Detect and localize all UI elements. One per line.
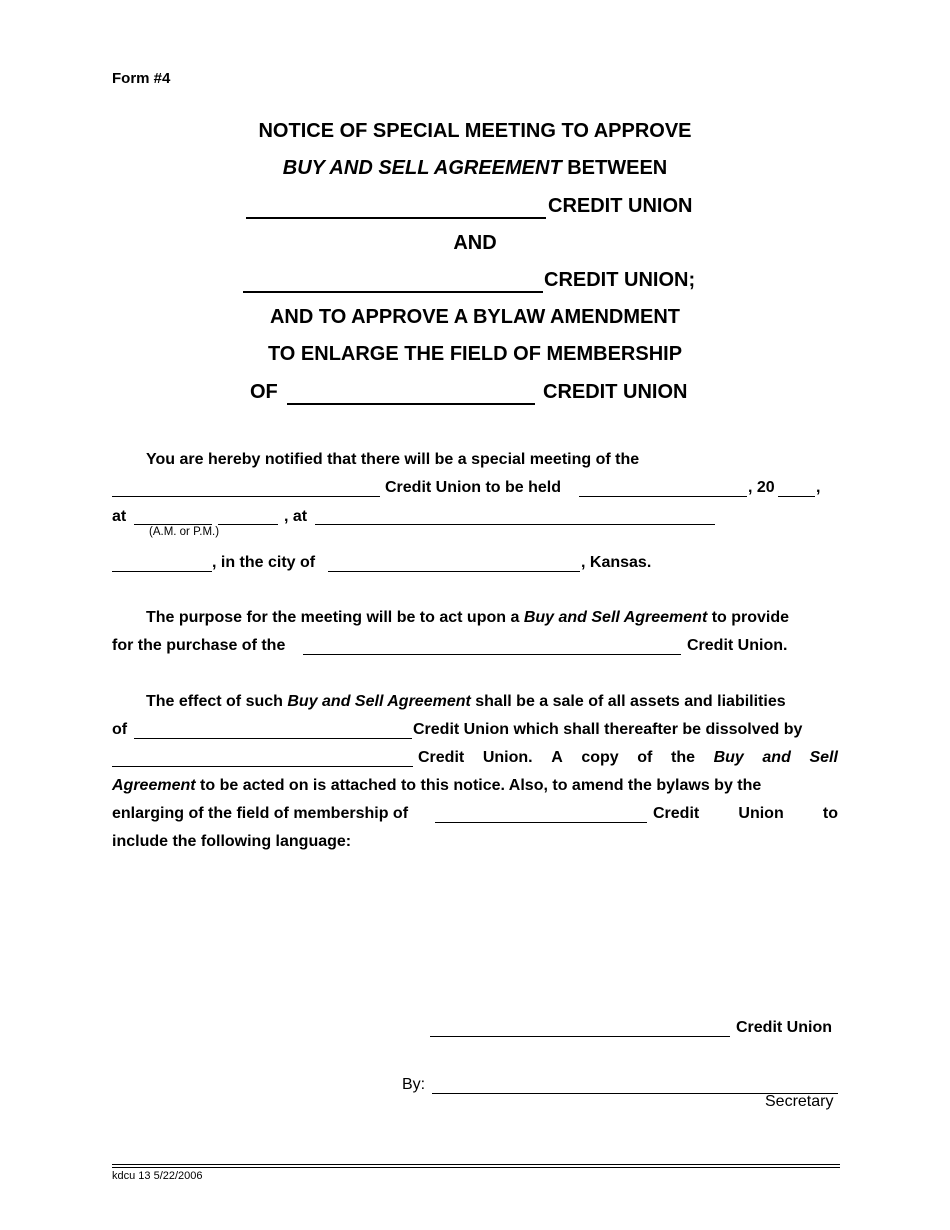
para3-line-6: include the following language: xyxy=(112,833,352,850)
blank-cu-name[interactable] xyxy=(112,496,380,497)
word: and xyxy=(762,749,791,766)
para2-line-1 xyxy=(146,609,789,627)
blank-credit-union-3[interactable] xyxy=(287,403,535,405)
blank-buying-cu[interactable] xyxy=(112,766,413,767)
footer-code: kdcu 13 5/22/2006 xyxy=(112,1170,203,1182)
para1-year: , 20 xyxy=(748,479,775,496)
title-line-1: NOTICE OF SPECIAL MEETING TO APPROVE xyxy=(258,120,692,142)
title-line-3: CREDIT UNION xyxy=(548,195,693,217)
title-line-8-credit-union: CREDIT UNION xyxy=(543,381,688,403)
signature-by: By: xyxy=(402,1076,426,1093)
para2-text-a: The purpose for the meeting will be to act upon a xyxy=(146,609,524,626)
para1-city: , in the city of xyxy=(212,554,316,571)
footer-divider-bottom xyxy=(112,1167,840,1168)
blank-signature-cu[interactable] xyxy=(430,1036,730,1037)
title-line-4: AND xyxy=(453,232,497,254)
word: of xyxy=(637,749,653,766)
blank-location[interactable] xyxy=(315,524,715,525)
para3-text-c: shall be a sale of all assets and liabilities xyxy=(470,693,786,710)
para3-line-4 xyxy=(112,777,761,795)
footer-divider-top xyxy=(112,1164,840,1165)
para3-buy-sell: Buy and Sell Agreement xyxy=(287,693,471,710)
title-buy-sell-agreement: BUY AND SELL AGREEMENT xyxy=(282,157,562,179)
blank-time[interactable] xyxy=(134,524,212,525)
blank-selling-cu[interactable] xyxy=(134,738,412,739)
blank-membership-cu[interactable] xyxy=(435,822,647,823)
para1-cu-held: Credit Union to be held xyxy=(385,479,561,496)
title-line-6: AND TO APPROVE A BYLAW AMENDMENT xyxy=(269,306,680,328)
para3-of: of xyxy=(112,721,128,738)
para1-kansas: , Kansas. xyxy=(581,554,652,571)
para3-line-1 xyxy=(146,693,786,711)
am-pm-caption: (A.M. or P.M.) xyxy=(149,526,220,538)
para2-line-2a: for the purchase of the xyxy=(112,637,286,654)
para1-at: at xyxy=(112,508,127,525)
blank-credit-union-2[interactable] xyxy=(243,291,543,293)
para2-text-c: to provide xyxy=(707,609,790,626)
para3-line-5b xyxy=(653,805,838,823)
title-line-8-of: OF xyxy=(250,381,278,403)
para3-line-5a: enlarging of the field of membership of xyxy=(112,805,409,822)
word: Credit xyxy=(418,749,465,766)
blank-am-pm[interactable] xyxy=(218,524,278,525)
word: to xyxy=(822,805,838,822)
word: Union xyxy=(738,805,784,822)
word: Union. xyxy=(482,749,533,766)
word: Sell xyxy=(809,749,838,766)
para2-line-2b: Credit Union. xyxy=(687,637,788,654)
para1-comma: , xyxy=(816,479,821,496)
title-between: BETWEEN xyxy=(561,157,668,179)
para3-line-3 xyxy=(418,749,838,767)
para3-dissolved: Credit Union which shall thereafter be dissolved by xyxy=(413,721,803,738)
signature-credit-union: Credit Union xyxy=(736,1019,832,1036)
para1-line-1: You are hereby notified that there will be a special meeting of the xyxy=(146,451,640,468)
title-line-5: CREDIT UNION; xyxy=(544,269,696,291)
blank-date[interactable] xyxy=(579,496,747,497)
title-line-7: TO ENLARGE THE FIELD OF MEMBERSHIP xyxy=(267,343,683,365)
signature-secretary: Secretary xyxy=(765,1093,834,1110)
blank-credit-union-1[interactable] xyxy=(246,217,546,219)
para3-text-a: The effect of such xyxy=(146,693,288,710)
word: Buy xyxy=(713,749,744,766)
word: Credit xyxy=(653,805,700,822)
title-line-2 xyxy=(0,157,950,180)
para3-agreement: Agreement xyxy=(112,777,196,794)
para3-line-4-rest: to be acted on is attached to this notice. Also, to amend the bylaws by the xyxy=(195,777,762,794)
blank-address[interactable] xyxy=(112,571,212,572)
blank-city[interactable] xyxy=(328,571,580,572)
word: A xyxy=(551,749,563,766)
word: copy xyxy=(581,749,619,766)
blank-year[interactable] xyxy=(778,496,815,497)
blank-purchased-cu[interactable] xyxy=(303,654,681,655)
para1-comma-at: , at xyxy=(284,508,308,525)
para2-buy-sell: Buy and Sell Agreement xyxy=(523,609,708,626)
form-number: Form #4 xyxy=(112,70,171,87)
word: the xyxy=(670,749,695,766)
